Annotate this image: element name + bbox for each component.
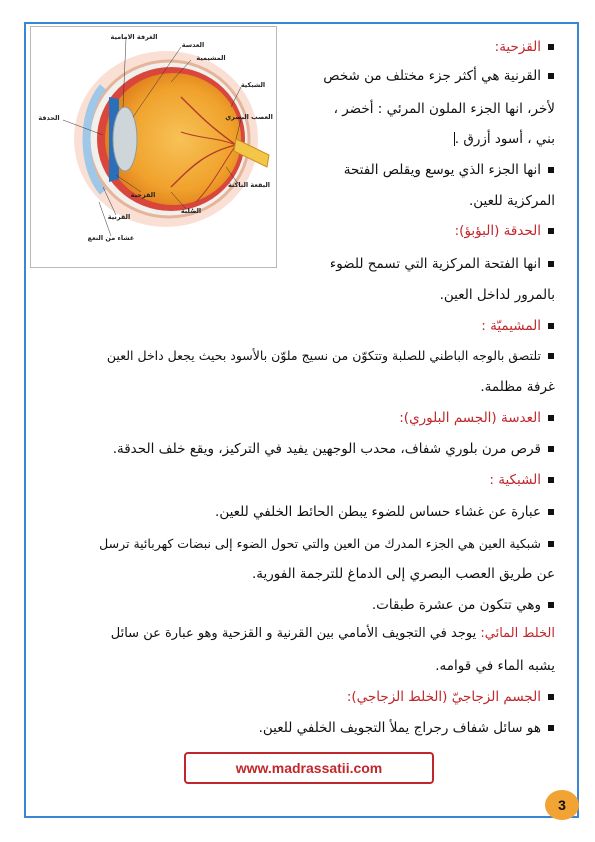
label-sclera: الصُلبة [180,207,202,215]
iris-bullet-2-line-2: المركزية للعين. [468,193,555,209]
page-number-badge: 3 [545,790,579,820]
label-iris: القزحية [130,191,156,199]
label-conjunctiva: غشاء من النعع [87,234,135,242]
choroid-bullet-1-line-1: تلتصق بالوجه الباطني للصلبة وتتكوّن من نسيج ملوّن بالأسود بحيث يجعل داخل العين [107,347,555,365]
iris-title: القزحية: [495,38,555,56]
label-retina: الشبكية [240,81,266,89]
retina-title: الشبكية : [489,471,555,489]
retina-bullet-2-line-1: شبكية العين هي الجزء المدرك من العين والتي تحول الضوء إلى نبضات كهربائية ترسل [99,535,555,553]
website-link[interactable]: www.madrassatii.com [184,752,434,784]
label-choroid: المشيمية [196,54,226,62]
eye-diagram [30,26,277,268]
pupil-bullet-1-line-1: انها الفتحة المركزية التي تسمح للضوء [330,255,555,273]
iris-bullet-2-line-1: انها الجزء الذي يوسع ويقلص الفتحة [344,161,555,179]
label-pupil: الحدقة [38,114,60,122]
retina-bullet-2-line-2: عن طريق العصب البصري إلى الدماغ للترجمة الفورية. [251,566,555,582]
vitreous-bullet-1: هو سائل شفاف رجراج يملأ التجويف الخلفي للعين. [259,719,555,737]
choroid-title: المشيميّة : [481,317,555,335]
retina-bullet-3: وهي تتكون من عشرة طبقات. [372,596,555,614]
label-cornea: القرنية [107,213,131,221]
iris-bullet-1-line-1: القرنية هي أكثر جزء مختلف من شخص [323,67,555,85]
pupil-title: الحدقة (البؤبؤ): [455,222,555,240]
label-blind-spot: البقعة الناكنة [227,181,271,189]
aqueous-paragraph-line-1: الخلط المائي: يوجد في التجويف الأمامي بين القرنية و القزحية وهو عبارة عن سائل [110,626,555,641]
label-lens: العدسة [181,41,205,49]
pupil-bullet-1-line-2: بالمرور لداخل العين. [439,287,555,303]
retina-bullet-1: عبارة عن غشاء حساس للضوء يبطن الحائط الخلفي للعين. [215,503,555,521]
iris-bullet-1-line-3: بني ، أسود أزرق . [454,131,555,147]
label-optic-nerve: العصب البصري [225,113,273,121]
iris-bullet-1-line-2: لأخر، انها الجزء الملون المرئي : أخضر ، [333,101,555,117]
label-front-chamber: الغرفة الامامية [110,33,158,41]
vitreous-title: الجسم الزجاجيّ (الخلط الزجاجي): [347,688,555,706]
lens-title: العدسة (الجسم البلوري): [399,409,555,427]
aqueous-paragraph-line-2: يشبه الماء في قوامه. [435,658,555,674]
choroid-bullet-1-line-2: غرفة مظلمة. [480,379,555,395]
lens-bullet-1: قرص مرن بلوري شفاف، محدب الوجهين يفيد في التركيز، ويقع خلف الحدقة. [113,440,555,458]
